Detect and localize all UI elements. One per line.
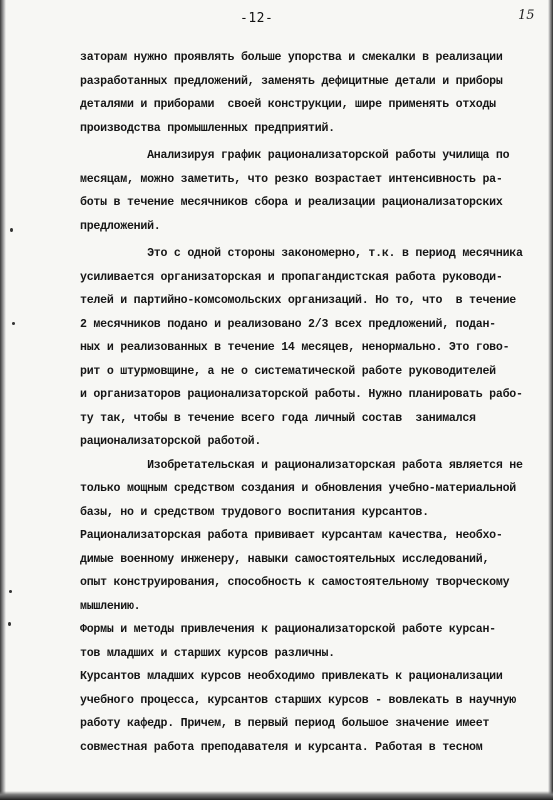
scan-speck <box>9 590 12 593</box>
paragraph <box>80 144 550 238</box>
text-line: Формы и методы привлечения к рационализаторской работе курсан- <box>80 623 496 636</box>
text-line: телей и партийно-комсомольских организаций. Но то, что в течение <box>80 294 516 307</box>
text-line: усиливается организаторская и пропагандистская работа руководи- <box>80 270 503 284</box>
text-line: совместная работа преподавателя и курсанта. Работая в тесном <box>80 740 483 754</box>
text-line: Рационализаторская работа прививает курсантам качества, необхо- <box>80 529 503 542</box>
text-line: мышлению. <box>80 599 141 613</box>
text-line: производства промышленных предприятий. <box>80 121 335 135</box>
text-line: Курсантов младших курсов необходимо привлекать к рационализации <box>80 670 503 683</box>
scan-edge-left <box>0 0 6 800</box>
text-line: деталями и приборами своей конструкции, шире применять отходы <box>80 98 496 111</box>
text-line: базы, но и средством трудового воспитания курсантов. <box>80 505 429 519</box>
text-line: ных и реализованных в течение 14 месяцев, ненормально. Это гово- <box>80 341 510 354</box>
scan-speck <box>8 622 11 626</box>
text-line: работу кафедр. Причем, в первый период большое значение имеет <box>80 717 490 730</box>
text-line: только мощным средством создания и обновления учебно-материальной <box>80 482 516 495</box>
scan-edge-bottom <box>0 791 553 800</box>
text-line: учебного процесса, курсантов старших курсов - вовлекать в научную <box>80 693 516 707</box>
text-line: месяцам, можно заметить, что резко возрастает интенсивность ра- <box>80 172 503 186</box>
text-line: заторам нужно проявлять больше упорства и смекалки в реализации <box>80 51 503 64</box>
text-line: 2 месячников подано и реализовано 2/3 всех предложений, подан- <box>80 317 496 331</box>
text-line: ту так, чтобы в течение всего года личный состав занимался <box>80 411 476 425</box>
text-line: боты в течение месячников сбора и реализации рационализаторских <box>80 196 503 209</box>
text-line: предложений. <box>80 219 161 233</box>
text-line: и организаторов рационализаторской работы. Нужно планировать рабо- <box>80 388 523 401</box>
text-line: Анализируя график рационализаторской работы училища по <box>80 149 510 162</box>
handwritten-sheet-number: 15 <box>518 8 535 23</box>
text-line: димые военному инженеру, навыки самостоятельных исследований, <box>80 552 490 566</box>
text-line: тов младших и старших курсов различны. <box>80 646 335 660</box>
text-line: Это с одной стороны закономерно, т.к. в период месячника <box>80 247 523 260</box>
scan-speck <box>10 228 13 232</box>
paragraph <box>80 242 550 454</box>
text-line: разработанных предложений, заменять дефицитные детали и приборы <box>80 74 503 88</box>
paragraph <box>80 46 550 140</box>
body-text <box>80 46 550 759</box>
text-line: рит о штурмовщине, а не о систематической работе руководителей <box>80 364 496 378</box>
text-line: опыт конструирования, способность к самостоятельному творческому <box>80 576 510 589</box>
paragraph <box>80 618 550 759</box>
text-line: рационализаторской работой. <box>80 435 262 448</box>
scan-speck <box>12 322 15 325</box>
paragraph <box>80 454 550 619</box>
text-line: Изобретательская и рационализаторская работа является не <box>80 458 523 472</box>
page-number-header: -12- <box>240 11 274 26</box>
